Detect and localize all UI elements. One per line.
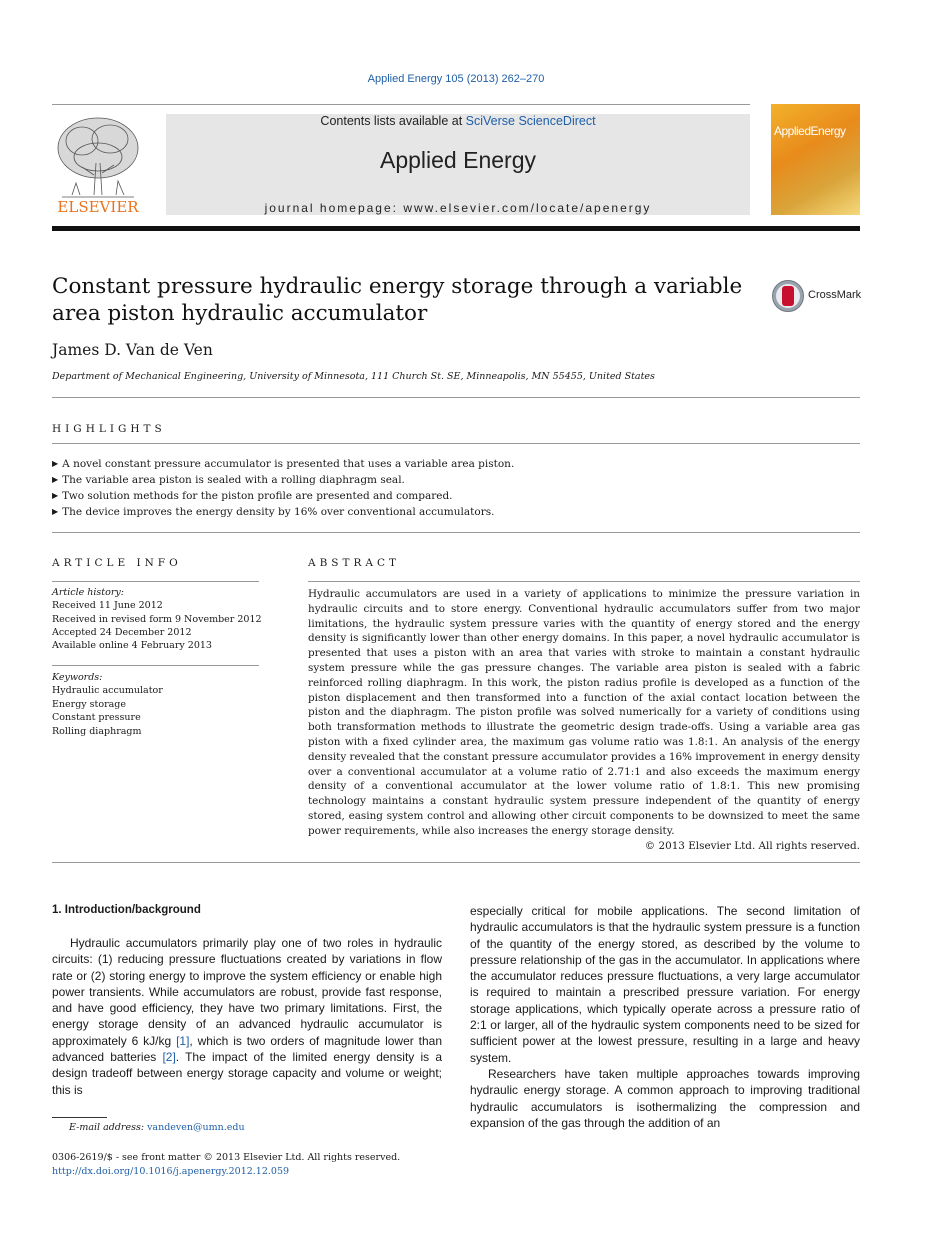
abstract-copyright: © 2013 Elsevier Ltd. All rights reserved. — [644, 840, 860, 852]
highlight-item: ▶ Two solution methods for the piston profile are presented and compared. — [52, 490, 453, 502]
history-label: Article history: — [52, 587, 124, 598]
highlight-item: ▶ The variable area piston is sealed with a rolling diaphragm seal. — [52, 474, 405, 486]
author-name: James D. Van de Ven — [52, 341, 213, 359]
divider — [52, 443, 860, 444]
highlights-list — [52, 456, 860, 520]
divider — [52, 581, 259, 582]
journal-cover-image — [771, 104, 860, 215]
crossmark-icon — [771, 279, 805, 313]
highlight-item: ▶ A novel constant pressure accumulator is presented that uses a variable area piston. — [52, 458, 515, 470]
bullet-triangle-icon: ▶ — [52, 459, 59, 468]
article-title: Constant pressure hydraulic energy storage through a variable area piston hydraulic accumulator — [52, 274, 743, 326]
abstract-text: Hydraulic accumulators are used in a variety of applications to minimize the pressure variation in hydraulic circuits and to store energy. Conventional hydraulic accumulators suffer from two major limitations, the hydraulic system pressure varies with the quantity of energy stored and the energy density is significantly lower than other energy domains. In this paper, a novel hydraulic accumulator is presented that uses a piston with an area that varies with stroke to maintain a constant hydraulic system pressure while the gas pressure changes. The variable area piston is sealed with a fabric reinforced rolling diaphragm. In this work, the piston radius profile is developed as a function of the piston displacement and then transformed into a function of the axial contact location between the piston and the diaphragm. The piston profile was solved numerically for a variety of conditions using both transformation methods to illustrate the geometric design trade-offs. Using a variable area gas piston with a fixed cylinder area, the maximum gas volume ratio was 1.8:1. An analysis of the energy density revealed that the constant pressure accumulator provides a 16% improvement in energy density over a conventional accumulator at a volume ratio of 2.71:1 and also exceeds the maximum energy density of a conventional accumulator at the lower volume ratio of 1.8:1. This new promising technology maintains a constant hydraulic system pressure independent of the quantity of energy stored, easing system control and allowing other circuit components to be downsized to meet the same power requirements, while also increases the energy storage density. — [308, 588, 860, 837]
journal-banner — [166, 114, 750, 215]
divider — [52, 397, 860, 398]
elsevier-wordmark: ELSEVIER — [57, 198, 139, 215]
divider — [308, 581, 860, 582]
abstract-heading: ABSTRACT — [308, 557, 401, 569]
footnote-rule — [52, 1117, 107, 1118]
keyword-item: Energy storage — [52, 698, 127, 710]
journal-citation[interactable]: Applied Energy 105 (2013) 262–270 — [367, 73, 545, 85]
body-column-right-para2: Researchers have taken multiple approaches towards improving hydraulic energy storage. A common approach to improving traditional hydraulic accumulators is isothermalizing the compression and expansion of the gas through the addition of an — [470, 1067, 860, 1130]
section-heading: 1. Introduction/background — [52, 904, 201, 916]
keyword-item: Rolling diaphragm — [52, 725, 142, 737]
reference-link[interactable]: [1] — [176, 1033, 190, 1048]
contents-line — [166, 114, 750, 128]
header-rule — [52, 104, 750, 105]
highlights-heading: HIGHLIGHTS — [52, 423, 166, 435]
email-link[interactable]: vandeven@umn.edu — [147, 1122, 245, 1133]
body-column-left: Hydraulic accumulators primarily play one of two roles in hydraulic circuits: (1) reducing pressure fluctuations created by variations in flow rate or (2) storing energy to improve the system efficiency or enable high power transients. While accumulators are robust, provide fast response, and have good efficiency, they have two primary limitations. First, the energy storage density of an advanced hydraulic accumulator is approximately 6 kJ/kg [1], which is two orders of magnitude lower than advanced batteries [2]. The impact of the limited energy density is a design tradeoff between energy storage capacity and volume or weight; this is — [52, 936, 442, 1097]
author-affiliation: Department of Mechanical Engineering, University of Minnesota, 111 Church St. SE, Minneapolis, MN 55455, United States — [52, 371, 655, 382]
article-history — [52, 586, 262, 652]
divider — [52, 665, 259, 666]
divider — [52, 862, 860, 863]
history-item: Received 11 June 2012 — [52, 600, 163, 612]
body-column-right-para1: especially critical for mobile applications. The second limitation of hydraulic accumulators is that the hydraulic system pressure is a function of the quantity of the energy stored, as described by the volume to pressure relationship of the gas in the accumulator. In applications where the accumulator reduces pressure fluctuations, a very large accumulator is required to maintain a prescribed pressure variation. For energy storage applications, which typically operate across a pressure ratio of 2:1 or larger, all of the hydraulic system components need to be sized for sufficient power at the lowest pressure, resulting in a large and heavy system. — [470, 904, 860, 1065]
journal-name: Applied Energy — [380, 147, 536, 173]
bullet-triangle-icon: ▶ — [52, 491, 59, 500]
divider — [52, 532, 860, 533]
cover-title: AppliedEnergy — [774, 124, 846, 138]
contents-prefix: Contents lists available at — [320, 114, 466, 128]
keywords — [52, 671, 262, 738]
reference-link[interactable]: [2] — [162, 1050, 176, 1065]
journal-homepage[interactable]: journal homepage: www.elsevier.com/locate/apenergy — [264, 201, 652, 215]
email-label: E-mail address: — [69, 1122, 148, 1133]
issn-line: 0306-2619/$ - see front matter © 2013 Elsevier Ltd. All rights reserved. — [52, 1152, 401, 1163]
sciencedirect-link[interactable]: SciVerse ScienceDirect — [465, 114, 596, 128]
keyword-item: Constant pressure — [52, 712, 141, 724]
elsevier-tree-icon — [52, 113, 144, 215]
header-thick-rule — [52, 226, 860, 231]
elsevier-logo — [52, 113, 144, 215]
article-info-heading: ARTICLE INFO — [52, 557, 182, 569]
crossmark-label[interactable]: CrossMark — [808, 289, 862, 301]
history-item: Received in revised form 9 November 2012 — [52, 613, 262, 625]
author-email — [69, 1122, 245, 1133]
keyword-item: Hydraulic accumulator — [52, 685, 163, 697]
history-item: Available online 4 February 2013 — [52, 640, 212, 652]
highlight-item: ▶ The device improves the energy density by 16% over conventional accumulators. — [52, 506, 495, 518]
bullet-triangle-icon: ▶ — [52, 507, 59, 516]
issn-block — [52, 1151, 400, 1178]
history-item: Accepted 24 December 2012 — [52, 626, 192, 638]
crossmark-badge[interactable] — [771, 279, 805, 317]
doi-link[interactable]: http://dx.doi.org/10.1016/j.apenergy.2012.12.059 — [52, 1165, 290, 1177]
bullet-triangle-icon: ▶ — [52, 475, 59, 484]
keywords-label: Keywords: — [52, 672, 103, 683]
